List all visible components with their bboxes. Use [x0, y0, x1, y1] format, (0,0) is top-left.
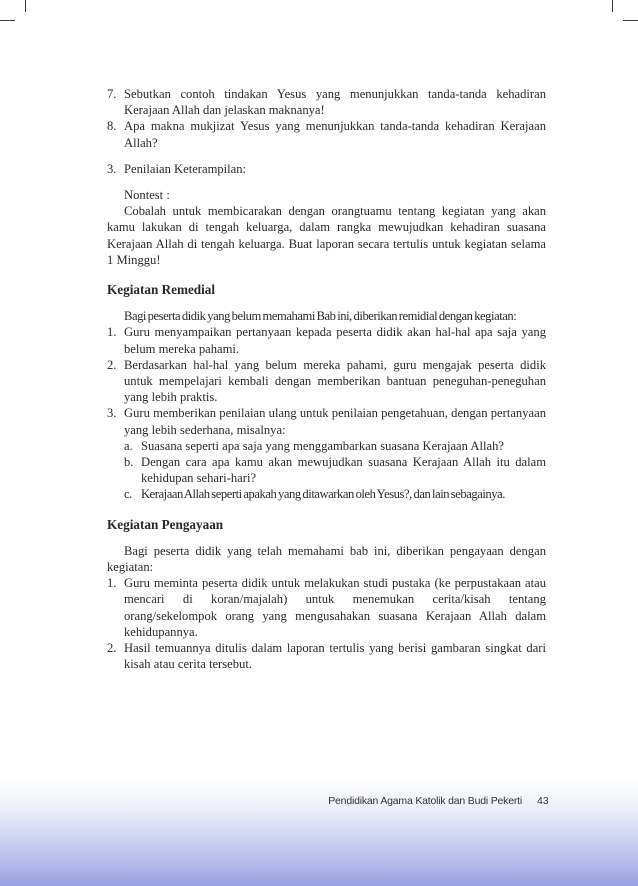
- crop-mark-tr-h: [623, 20, 638, 21]
- item-text: Guru memberikan penilaian ulang untuk penilaian pengetahuan, dengan pertanyaan yang lebih sederhana, misalnya:: [124, 406, 546, 437]
- item-text: Guru meminta peserta didik untuk melakukan studi pustaka (ke perpustakaan atau mencari di koran/majalah) untuk menemukan cerita/kisah tentang orang/sekelompok orang yang mengusahakan suasana Kerajaan Allah dalam kehidupannya.: [124, 576, 546, 639]
- sub-item-text: Dengan cara apa kamu akan mewujudkan suasana Kerajaan Allah itu dalam kehidupan sehari-hari?: [141, 455, 546, 486]
- nontest-label: Nontest :: [124, 188, 170, 203]
- item-text: Guru menyampaikan pertanyaan kepada peserta didik akan hal-hal apa saja yang belum mereka pahami.: [124, 325, 546, 356]
- list-item: [107, 118, 546, 150]
- list-item: [107, 357, 546, 406]
- crop-mark-tr-v: [612, 0, 613, 12]
- item-number: 8.: [107, 119, 117, 134]
- item-text: Sebutkan contoh tindakan Yesus yang menunjukkan tanda-tanda kehadiran Kerajaan Allah dan jelaskan maknanya!: [124, 87, 546, 118]
- sub-item-letter: a.: [124, 438, 133, 453]
- item-number: 3.: [107, 406, 117, 421]
- pengayaan-heading: Kegiatan Pengayaan: [107, 516, 224, 532]
- book-title-footer: Pendidikan Agama Katolik dan Budi Pekerti: [328, 795, 522, 807]
- crop-mark-tl-h: [0, 20, 15, 21]
- sub-list-item: [124, 438, 546, 454]
- list-item: [107, 86, 546, 118]
- list-item: [107, 324, 546, 356]
- list-item: [107, 640, 546, 672]
- remedial-intro: [107, 308, 546, 324]
- sub-item-text: Kerajaan Allah seperti apakah yang ditawarkan oleh Yesus?, dan lain sebagainya.: [141, 487, 505, 502]
- item-text: Berdasarkan hal-hal yang belum mereka pahami, guru mengajak peserta didik untuk mempelajari kembali dengan memberikan bantuan peneguhan-peneguhan yang lebih praktis.: [124, 357, 546, 405]
- item-number: 3.: [107, 161, 117, 176]
- remedial-intro-text: Bagi peserta didik yang belum memahami Bab ini, diberikan remidial dengan kegiatan:: [124, 309, 517, 324]
- sub-item-letter: b.: [124, 455, 134, 470]
- crop-mark-tl-v: [25, 0, 26, 12]
- sub-item-letter: c.: [124, 487, 132, 502]
- item-text: Hasil temuannya ditulis dalam laporan tertulis yang berisi gambaran singkat dari kisah atau cerita tersebut.: [124, 641, 546, 672]
- item-number: 1.: [107, 576, 117, 591]
- pengayaan-intro: Bagi peserta didik yang telah memahami bab ini, diberikan pengayaan dengan kegiatan:: [107, 543, 546, 575]
- item-text: Apa makna mukjizat Yesus yang menunjukkan tanda-tanda kehadiran Kerajaan Allah?: [124, 119, 546, 150]
- item-number: 1.: [107, 325, 117, 340]
- section-title: Penilaian Keterampilan:: [124, 161, 247, 176]
- nontest-label-row: [107, 187, 546, 203]
- sub-list-item: [124, 486, 546, 502]
- item-number: 7.: [107, 87, 117, 101]
- page-number: 43: [537, 795, 549, 807]
- list-item: [107, 405, 546, 502]
- keterampilan-body: Cobalah untuk membicarakan dengan orangtuamu tentang kegiatan yang akan kamu lakukan di tengah keluarga, dalam rangka mewujudkan kehadiran suasana Kerajaan Allah di tengah keluarga. Buat laporan secara tertulis untuk kegiatan selama 1 Minggu!: [107, 204, 546, 267]
- item-number: 2.: [107, 357, 117, 372]
- sub-item-text: Suasana seperti apa saja yang menggambarkan suasana Kerajaan Allah?: [141, 438, 504, 453]
- item-number: 2.: [107, 641, 117, 656]
- remedial-heading: Kegiatan Remedial: [107, 282, 216, 298]
- list-item: [107, 575, 546, 640]
- section-keterampilan: [107, 161, 546, 177]
- sub-list-item: [124, 454, 546, 486]
- page-content: [107, 86, 546, 673]
